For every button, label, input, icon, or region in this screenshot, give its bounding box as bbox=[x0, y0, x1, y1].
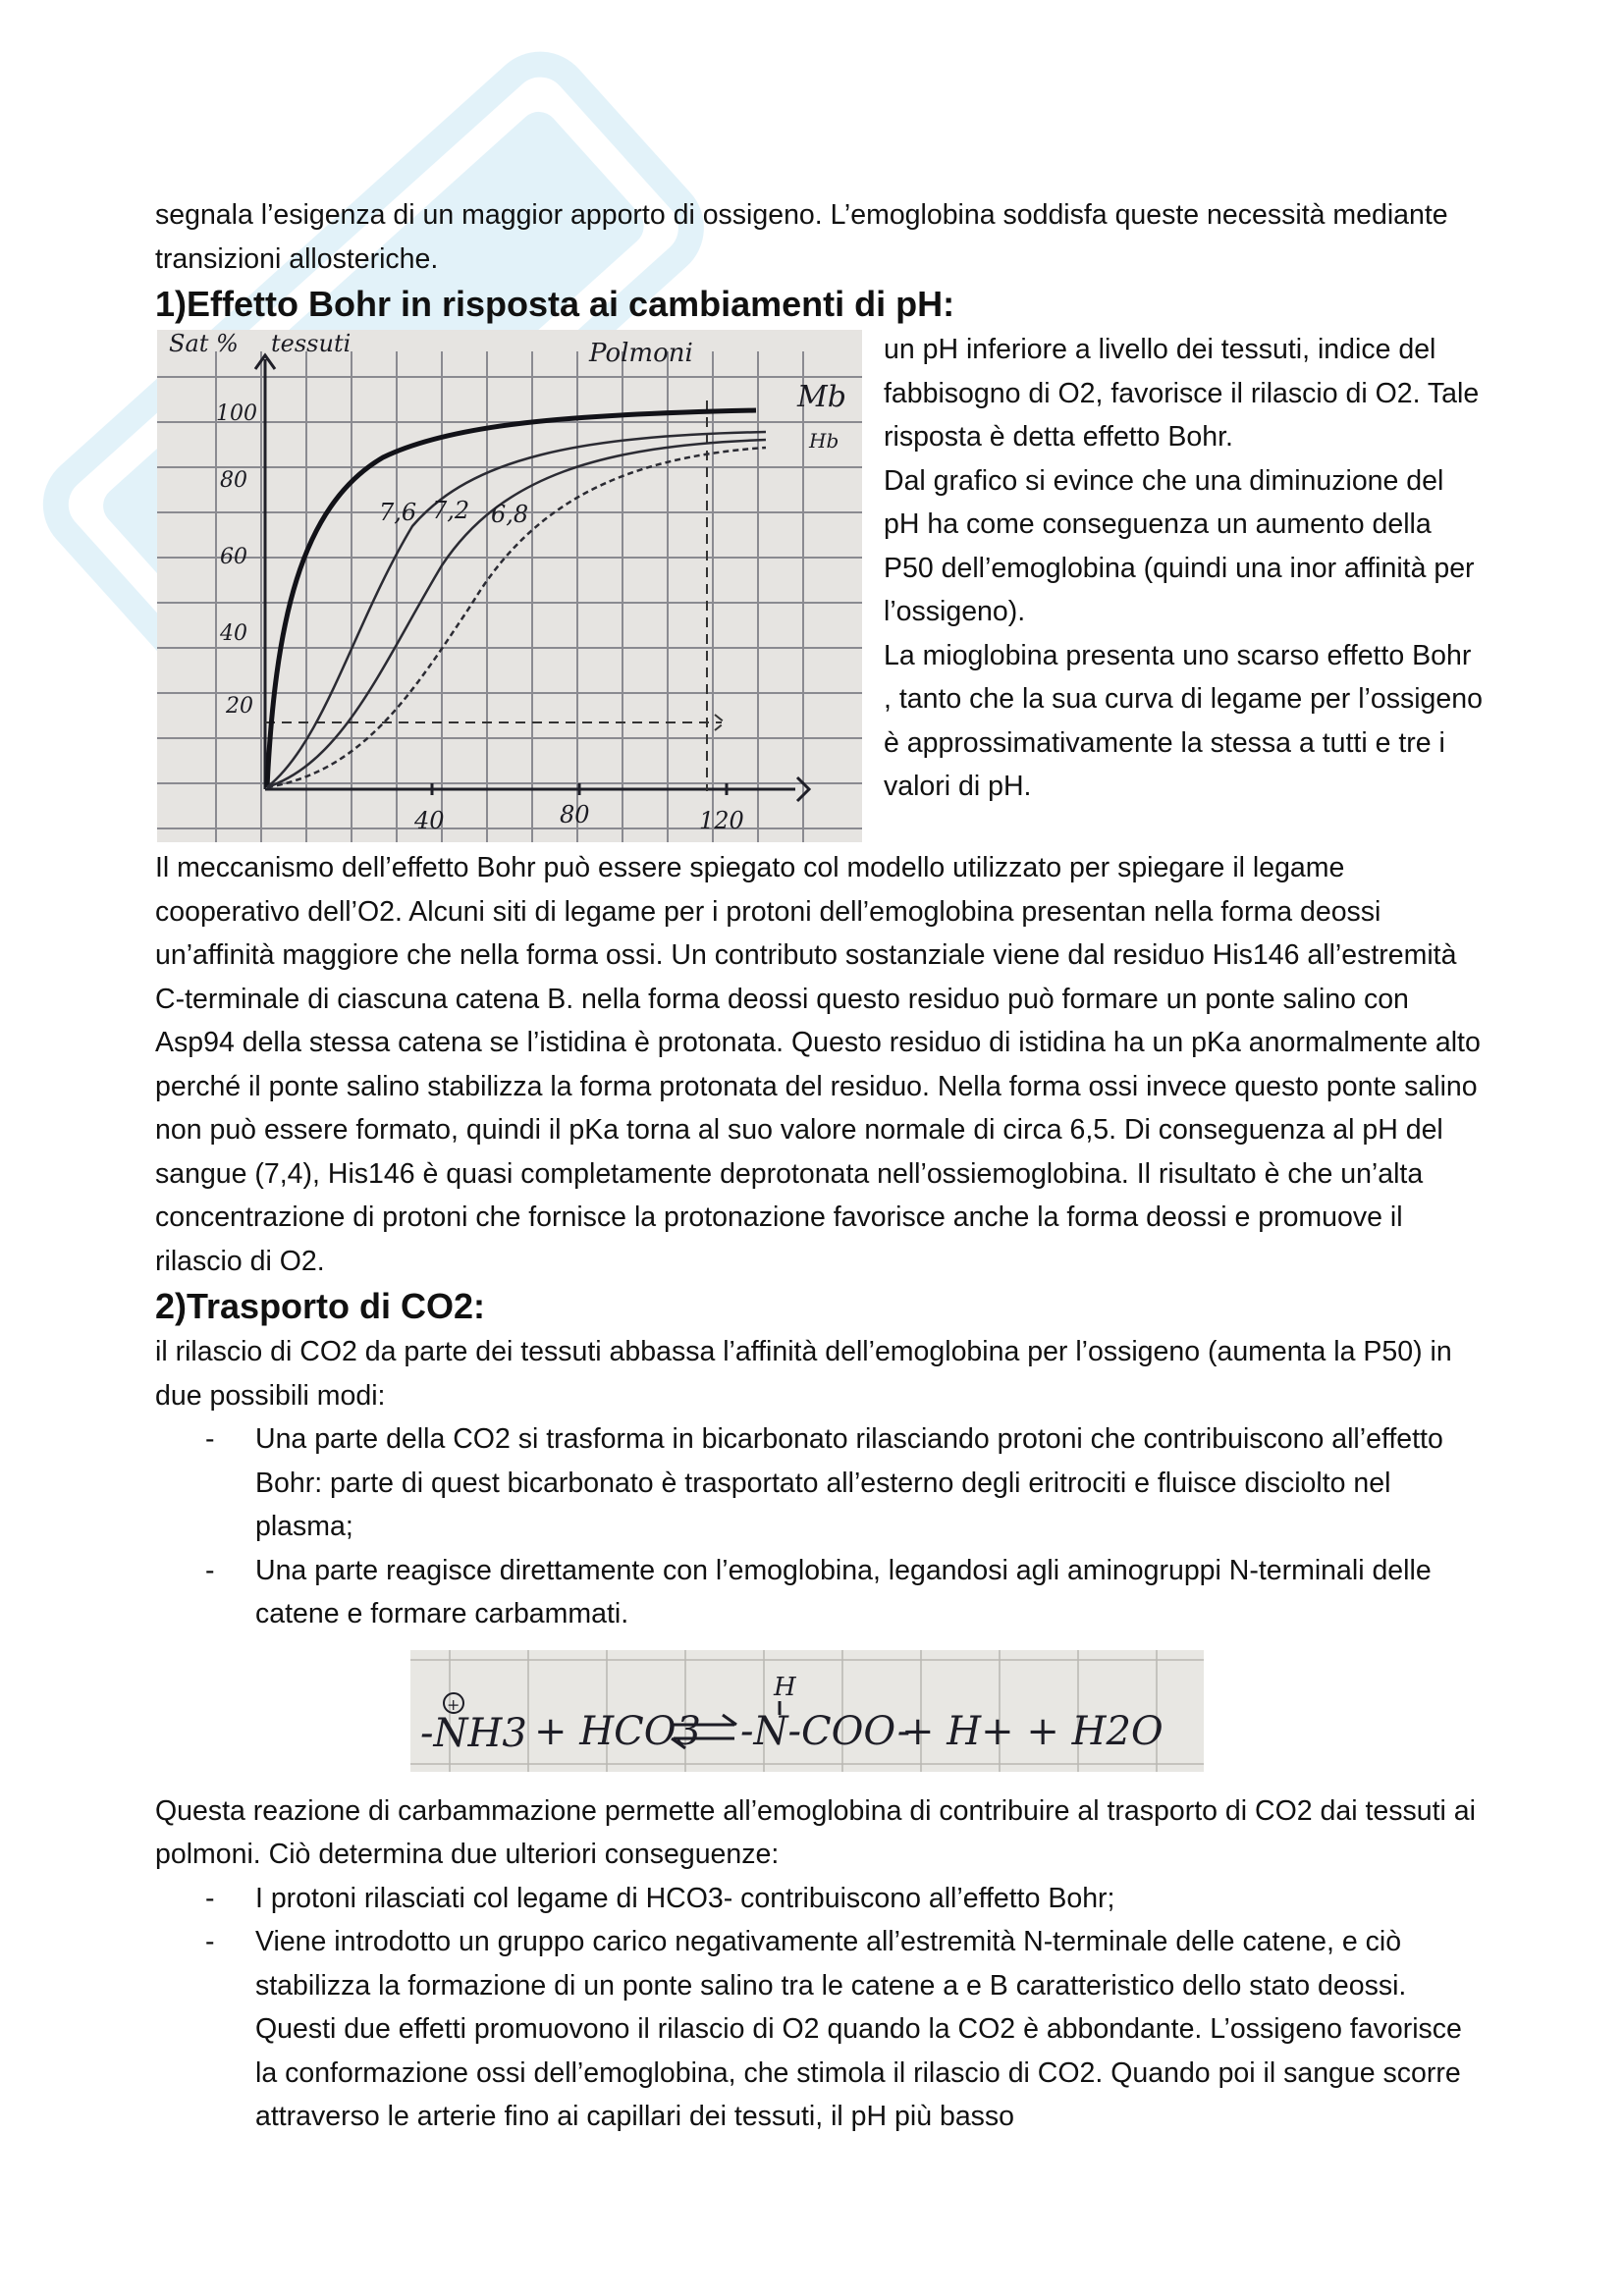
carbamation-formula-svg bbox=[410, 1650, 1204, 1772]
consequences-list bbox=[155, 1877, 1483, 2139]
formula-reactant-1: -NH3 bbox=[420, 1710, 527, 1756]
curve-label-6-8: 6,8 bbox=[491, 501, 529, 528]
section1-heading: 1)Effetto Bohr in risposta ai cambiamenti di pH: bbox=[155, 284, 955, 324]
graph-label-mb: Mb bbox=[797, 380, 846, 414]
curve-label-7-6: 7,6 bbox=[379, 499, 417, 526]
list-item: - Viene introdotto un gruppo carico negativamente all’estremità N-terminale delle catene, e ciò stabilizza la formazione di un ponte salino tra le catene a e B caratteristico dello stato deossi. Questi due effetti promuovono il rilascio di O2 quando la CO2 è abbondante. L’ossigeno favorisce la conformazione ossi dell’emoglobina, che stimola il rilascio di CO2. Quando poi il sangue scorre attraverso le arterie fino ai capillari dei tessuti, il pH più basso bbox=[255, 1920, 1483, 2139]
co2-modes-list bbox=[155, 1417, 1483, 1636]
document-page bbox=[155, 193, 1483, 2139]
graph-reference-lines bbox=[265, 400, 725, 791]
y-tick-40: 40 bbox=[220, 621, 247, 646]
graph-label-tissues: tessuti bbox=[271, 330, 352, 357]
x-tick-120: 120 bbox=[699, 807, 744, 834]
formula-h-above: H bbox=[774, 1672, 796, 1702]
intro-paragraph: segnala l’esigenza di un maggior apporto di ossigeno. L’emoglobina soddisfa queste necessità mediante transizioni allosteriche. bbox=[155, 199, 1448, 275]
graph-ylabel: Sat % bbox=[169, 330, 239, 357]
graph-label-lungs: Polmoni bbox=[589, 339, 693, 368]
x-tick-80: 80 bbox=[560, 801, 590, 828]
y-tick-100: 100 bbox=[216, 401, 257, 426]
y-tick-60: 60 bbox=[220, 545, 247, 569]
curve-label-7-2: 7,2 bbox=[432, 497, 470, 524]
section2-heading: 2)Trasporto di CO2: bbox=[155, 1286, 486, 1326]
formula-product-rest: + H+ + H2O bbox=[901, 1708, 1164, 1754]
y-tick-20: 20 bbox=[226, 694, 253, 719]
y-tick-80: 80 bbox=[220, 468, 247, 493]
hb-curve-6-8 bbox=[267, 448, 766, 787]
bohr-side-paragraph-3: La mioglobina presenta uno scarso effetto Bohr , tanto che la sua curva di legame per l’ossigeno è approssimativamente la stessa a tutti e tre i valori di pH. bbox=[884, 639, 1483, 802]
carbamation-paragraph: Questa reazione di carbammazione permette all’emoglobina di contribuire al trasporto di CO2 dai tessuti ai polmoni. Ciò determina due ulteriori conseguenze: bbox=[155, 1794, 1476, 1870]
list-item: - Una parte reagisce direttamente con l’emoglobina, legandosi agli aminogruppi N-terminali delle catene e formare carbammati. bbox=[255, 1549, 1483, 1636]
formula-plus-sign: + bbox=[447, 1694, 460, 1714]
hb-curve-7-6 bbox=[267, 432, 766, 787]
bohr-graph-svg bbox=[157, 330, 862, 842]
bohr-side-text bbox=[884, 328, 1483, 809]
bohr-mechanism-paragraph: Il meccanismo dell’effetto Bohr può essere spiegato col modello utilizzato per spiegare il legame cooperativo dell’O2. Alcuni siti di legame per i protoni dell’emoglobina presentan nella forma deossi un’affinità maggiore che nella forma ossi. Un contributo sostanziale viene dal residuo His146 all’estremità C-terminale di ciascuna catena B. nella forma deossi questo residuo può formare un ponte salino con Asp94 della stessa catena se l’istidina è protonata. Questo residuo di istidina ha un pKa anormalmente alto perché il ponte salino stabilizza la forma protonata del residuo. Nella forma ossi invece questo ponte salino non può essere formato, quindi il pKa torna al suo valore normale di circa 6,5. Di conseguenza al pH del sangue (7,4), His146 è quasi completamente deprotonata nell’ossiemoglobina. Il risultato è che un’alta concentrazione di protoni che fornisce la protonazione favorisce anche la forma deossi e promuove il rilascio di O2. bbox=[155, 852, 1481, 1277]
bohr-side-paragraph-2: Dal grafico si evince che una diminuzione del pH ha come conseguenza un aumento della P50 dell’emoglobina (quindi una inor affinità per l’ossigeno). bbox=[884, 464, 1475, 627]
graph-label-hb: Hb bbox=[809, 429, 839, 453]
bohr-side-paragraph-1: un pH inferiore a livello dei tessuti, indice del fabbisogno di O2, favorisce il rilascio di O2. Tale risposta è detta effetto Bohr. bbox=[884, 334, 1480, 453]
co2-intro-paragraph: il rilascio di CO2 da parte dei tessuti abbassa l’affinità dell’emoglobina per l’ossigeno (aumenta la P50) in due possibili modi: bbox=[155, 1336, 1452, 1412]
carbamation-formula-image bbox=[410, 1650, 1204, 1772]
list-item: - I protoni rilasciati col legame di HCO3- contribuiscono all’effetto Bohr; bbox=[255, 1877, 1483, 1921]
formula-reactant-2: + HCO3 bbox=[534, 1708, 701, 1754]
x-tick-40: 40 bbox=[414, 807, 445, 834]
bohr-section bbox=[155, 328, 1483, 846]
bohr-effect-graph bbox=[157, 330, 862, 842]
list-item: - Una parte della CO2 si trasforma in bicarbonato rilasciando protoni che contribuiscono all’effetto Bohr: parte di quest bicarbonato è trasportato all’esterno degli eritrociti e fluisce disciolto nel plasma; bbox=[255, 1417, 1483, 1549]
formula-product: -N-COO- bbox=[740, 1708, 911, 1754]
